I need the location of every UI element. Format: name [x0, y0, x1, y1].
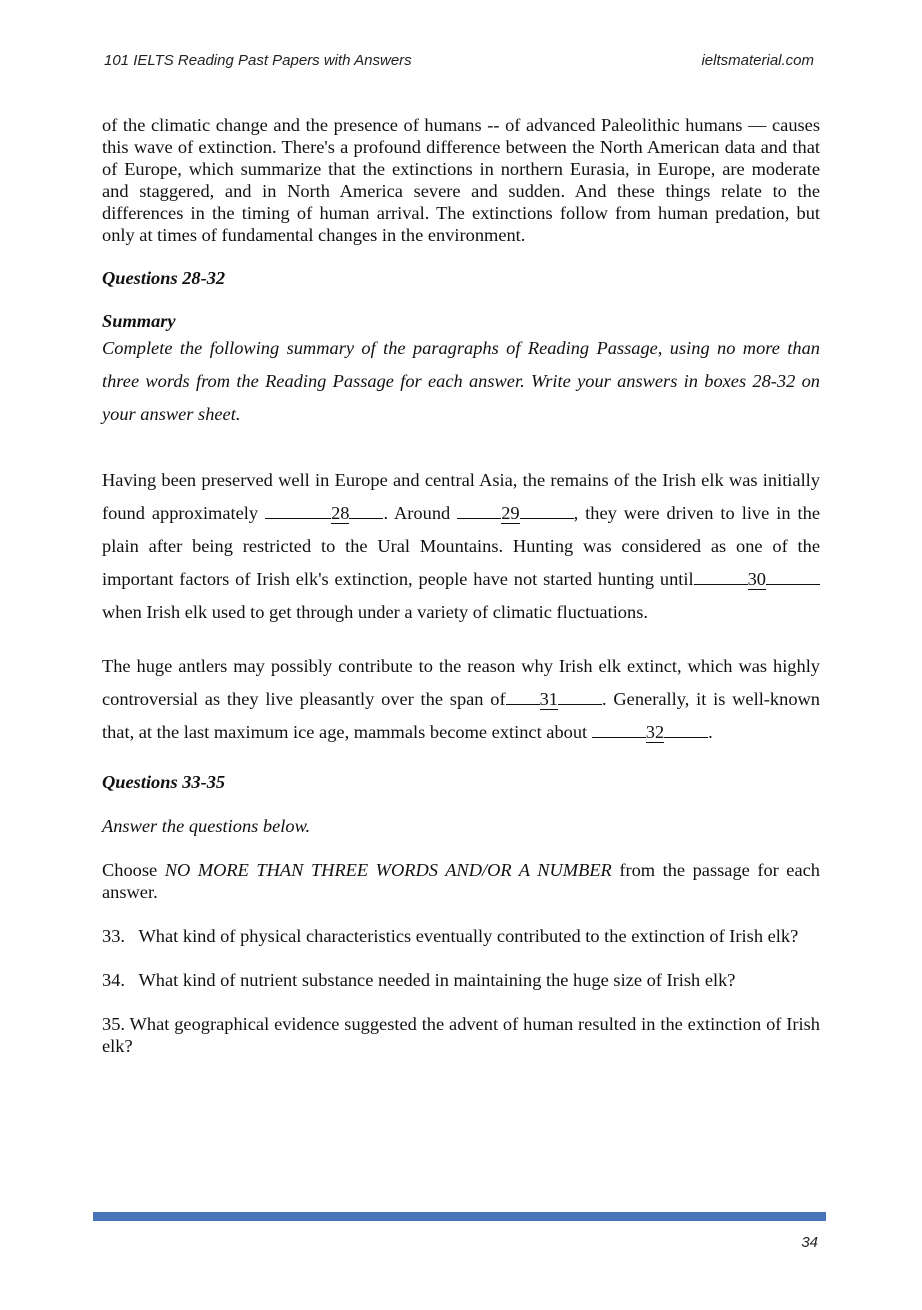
blank-29-line-right	[520, 501, 574, 519]
blank-29-line-left	[457, 501, 501, 519]
page-number: 34	[801, 1234, 818, 1251]
blank-32-line-left	[592, 720, 646, 738]
summary1-text-3: , they were driven to live in the plain after being restricted to the Ural Mountains. Hunting was considered as one of the important factors of Irish elk's extinction, people have not started hunting until	[102, 503, 821, 589]
passage-end-paragraph: of the climatic change and the presence of humans -- of advanced Paleolithic humans — causes this wave of extinction. There's a profound difference between the North American data and that of Europe, which summarize that the extinctions in northern Eurasia, in Europe, are moderate and staggered, and in North America severe and sudden. And these things relate to the differences in the timing of human arrival. The extinctions follow from human predation, but only at times of fundamental changes in the environment.	[102, 115, 820, 245]
word-limit-instruction	[102, 859, 820, 903]
blank-30-line-left	[694, 567, 748, 585]
choose-pre: Choose	[102, 860, 165, 880]
summary2-text-2: . Generally, it is well-known that, at the last maximum ice age, mammals become extinct about	[102, 689, 820, 742]
blank-31: 31	[539, 689, 558, 709]
blank-31-line-left	[506, 687, 540, 705]
blank-31-line-right	[558, 687, 602, 705]
blank-32: 32	[645, 722, 665, 742]
page-header	[104, 52, 814, 69]
answer-instructions: Answer the questions below.	[102, 816, 311, 836]
summary1-text-4: when Irish elk used to get through under a variety of climatic fluctuations.	[102, 602, 648, 622]
page-content	[102, 114, 820, 1057]
blank-29: 29	[501, 503, 520, 523]
summary1-text-2: . Around	[383, 503, 458, 523]
questions-33-35-heading: Questions 33-35	[102, 772, 226, 792]
choose-post: from the passage for each answer.	[102, 860, 820, 902]
summary-paragraph-2	[102, 650, 820, 749]
summary2-text-3: .	[708, 722, 713, 742]
summary2-text-1: The huge antlers may possibly contribute to the reason why Irish elk extinct, which was highly controversial as they live pleasantly over the span of	[102, 656, 820, 709]
summary1-text-1: Having been preserved well in Europe and central Asia, the remains of the Irish elk was initially found approximately	[102, 470, 820, 523]
blank-28-line-left	[265, 501, 331, 519]
question-35: 35. What geographical evidence suggested the advent of human resulted in the extinction of Irish elk?	[102, 1014, 820, 1056]
questions-28-32-heading: Questions 28-32	[102, 268, 226, 288]
choose-limit: NO MORE THAN THREE WORDS AND/OR A NUMBER	[164, 860, 612, 880]
header-site: ieltsmaterial.com	[701, 52, 814, 69]
footer-bar	[93, 1212, 826, 1221]
summary-instructions: Complete the following summary of the paragraphs of Reading Passage, using no more than three words from the Reading Passage for each answer. Write your answers in boxes 28-32 on your answer sheet.	[102, 338, 820, 424]
blank-28: 28	[331, 503, 350, 523]
summary-label: Summary	[102, 311, 176, 331]
question-34: 34. What kind of nutrient substance needed in maintaining the huge size of Irish elk?	[102, 970, 736, 990]
summary-paragraph-1	[102, 464, 820, 629]
blank-32-line-right	[664, 720, 708, 738]
blank-28-line-right	[349, 501, 383, 519]
header-title: 101 IELTS Reading Past Papers with Answers	[104, 52, 412, 69]
blank-30: 30	[747, 569, 766, 589]
question-33: 33. What kind of physical characteristics eventually contributed to the extinction of Irish elk?	[102, 926, 799, 946]
blank-30-line-right	[766, 567, 820, 585]
